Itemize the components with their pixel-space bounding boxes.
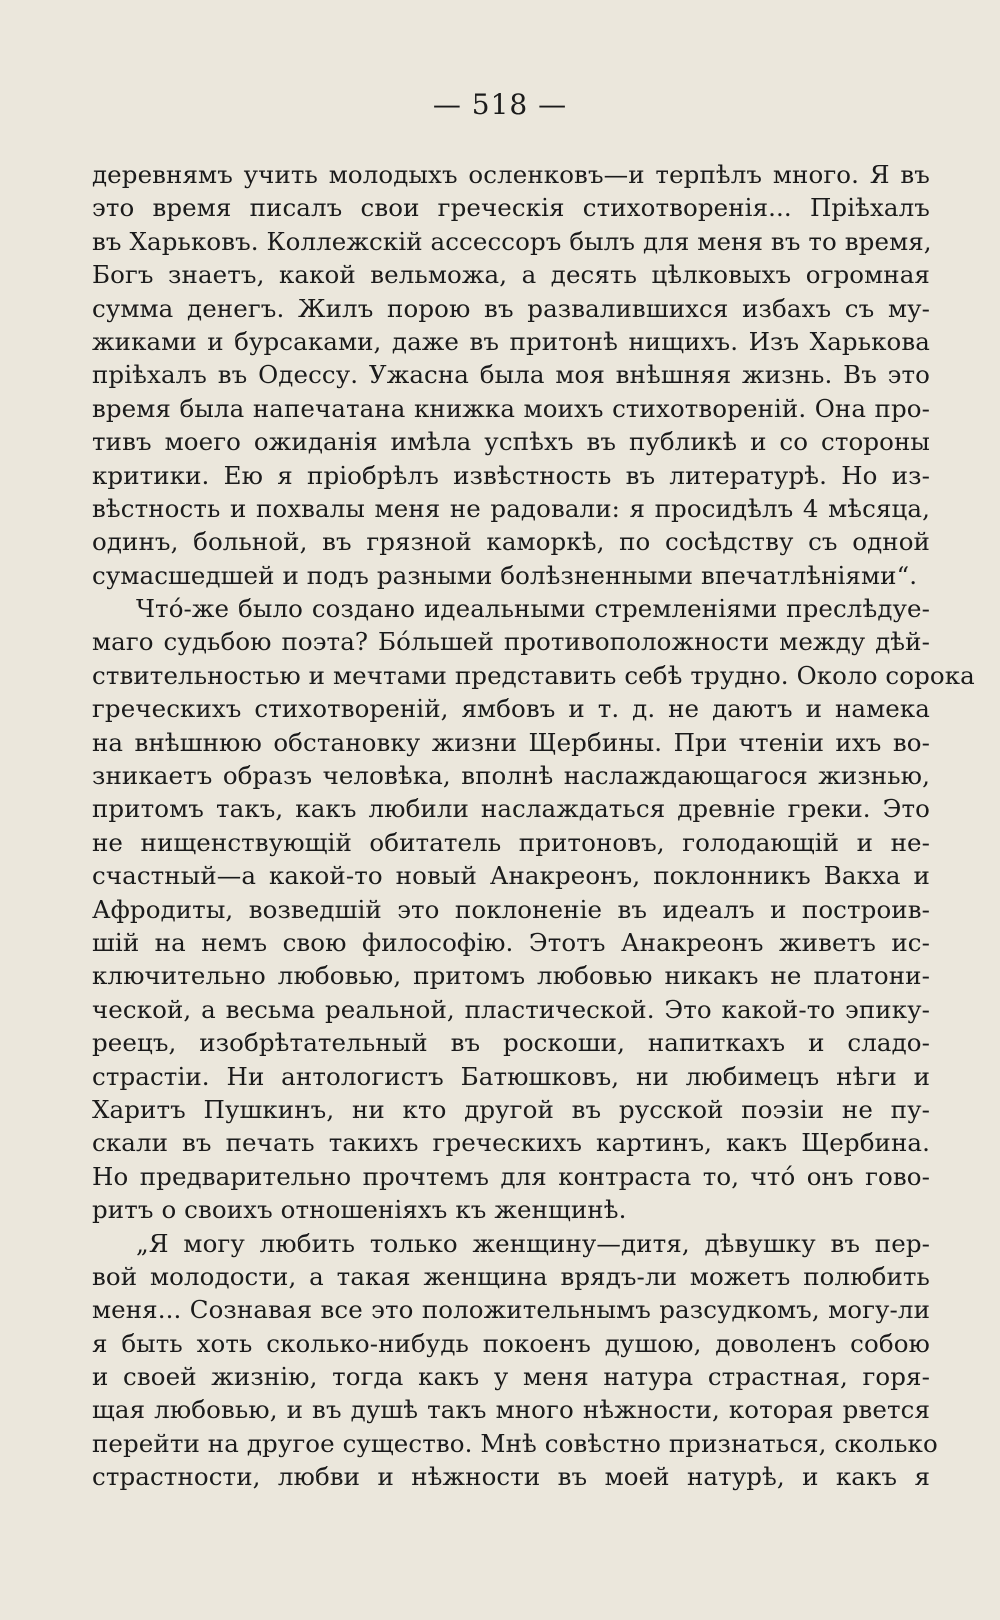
text-line: ческой, а весьма реальной, пластической. Это какой-то эпику- [92,994,930,1024]
text-line: и своей жизнію, тогда какъ у меня натура страстная, горя- [92,1362,930,1392]
text-line: греческихъ стихотвореній, ямбовъ и т. д. не даютъ и намека [92,694,930,724]
text-line: сумасшедшей и подъ разными болѣзненными впечатлѣніями“. [92,560,918,590]
body-text [92,158,975,1494]
text-line: не нищенствующій обитатель притоновъ, голодающій и не- [92,827,930,857]
text-line: Афродиты, возведшій это поклоненіе въ идеалъ и построив- [92,894,930,924]
text-line: страстности, любви и нѣжности въ моей натурѣ, и какъ я [92,1462,930,1492]
text-line: критики. Ею я пріобрѣлъ извѣстность въ литературѣ. Но из- [92,460,930,490]
text-line: тивъ моего ожиданія имѣла успѣхъ въ публикѣ и со стороны [92,427,930,457]
text-line: Харитъ Пушкинъ, ни кто другой въ русской поэзіи не пу- [92,1094,930,1124]
text-line: страстіи. Ни антологистъ Батюшковъ, ни любимецъ нѣги и [92,1061,930,1091]
text-line: время была напечатана книжка моихъ стихотвореній. Она про- [92,393,930,423]
text-line: шій на немъ свою философію. Этотъ Анакреонъ живетъ ис- [92,927,930,957]
text-line: ритъ о своихъ отношеніяхъ къ женщинѣ. [92,1195,627,1225]
page-number: — 518 — [432,88,568,121]
text-line: ствительностью и мечтами представить себѣ трудно. Около сорока [92,660,975,690]
text-line: жиками и бурсаками, даже въ притонѣ нищихъ. Изъ Харькова [92,326,930,356]
text-line: вѣстность и похвалы меня не радовали: я просидѣлъ 4 мѣсяца, [92,493,930,523]
text-line: на внѣшнюю обстановку жизни Щербины. При чтеніи ихъ во- [92,727,930,757]
text-line: вой молодости, а такая женщина врядъ-ли можетъ полюбить [92,1261,930,1291]
text-line: ключительно любовью, притомъ любовью никакъ не платони- [92,961,930,991]
text-line: реецъ, изобрѣтательный въ роскоши, напиткахъ и сладо- [92,1028,930,1058]
paragraph-start-line: „Я могу любить только женщину—дитя, дѣвушку въ пер- [136,1228,930,1258]
text-line: щая любовью, и въ душѣ такъ много нѣжности, которая рвется [92,1395,930,1425]
text-line: зникаетъ образъ человѣка, вполнѣ наслаждающагося жизнью, [92,761,930,791]
text-line: перейти на другое существо. Мнѣ совѣстно признаться, сколько [92,1428,938,1458]
text-line: одинъ, больной, въ грязной каморкѣ, по сосѣдству съ одной [92,527,930,557]
paragraph-start-line: Чтó-же было создано идеальными стремленіями преслѣдуе- [136,594,930,624]
text-line: меня... Сознавая все это положительнымъ разсудкомъ, могу-ли [92,1295,930,1325]
text-line: Богъ знаетъ, какой вельможа, а десять цѣлковыхъ огромная [92,260,930,290]
text-line: скали въ печать такихъ греческихъ картинъ, какъ Щербина. [92,1128,930,1158]
text-line: счастный—а какой-то новый Анакреонъ, поклонникъ Вакха и [92,861,930,891]
text-line: это время писалъ свои греческія стихотворенія... Пріѣхалъ [92,193,930,223]
text-line: деревнямъ учить молодыхъ осленковъ—и терпѣлъ много. Я въ [92,160,930,189]
text-line: Но предварительно прочтемъ для контраста то, чтó онъ гово- [92,1161,930,1191]
text-line: въ Харьковъ. Коллежскій ассессоръ былъ для меня въ то время, [92,226,932,256]
text-line: сумма денегъ. Жилъ порою въ развалившихся избахъ съ му- [92,293,930,323]
text-line: маго судьбою поэта? Бóльшей противоположности между дѣй- [92,627,930,657]
text-line: я быть хоть сколько-нибудь покоенъ душою, доволенъ собою [92,1328,930,1358]
text-line: пріѣхалъ въ Одессу. Ужасна была моя внѣшняя жизнь. Въ это [92,360,930,390]
text-line: притомъ такъ, какъ любили наслаждаться древніе греки. Это [92,794,930,824]
